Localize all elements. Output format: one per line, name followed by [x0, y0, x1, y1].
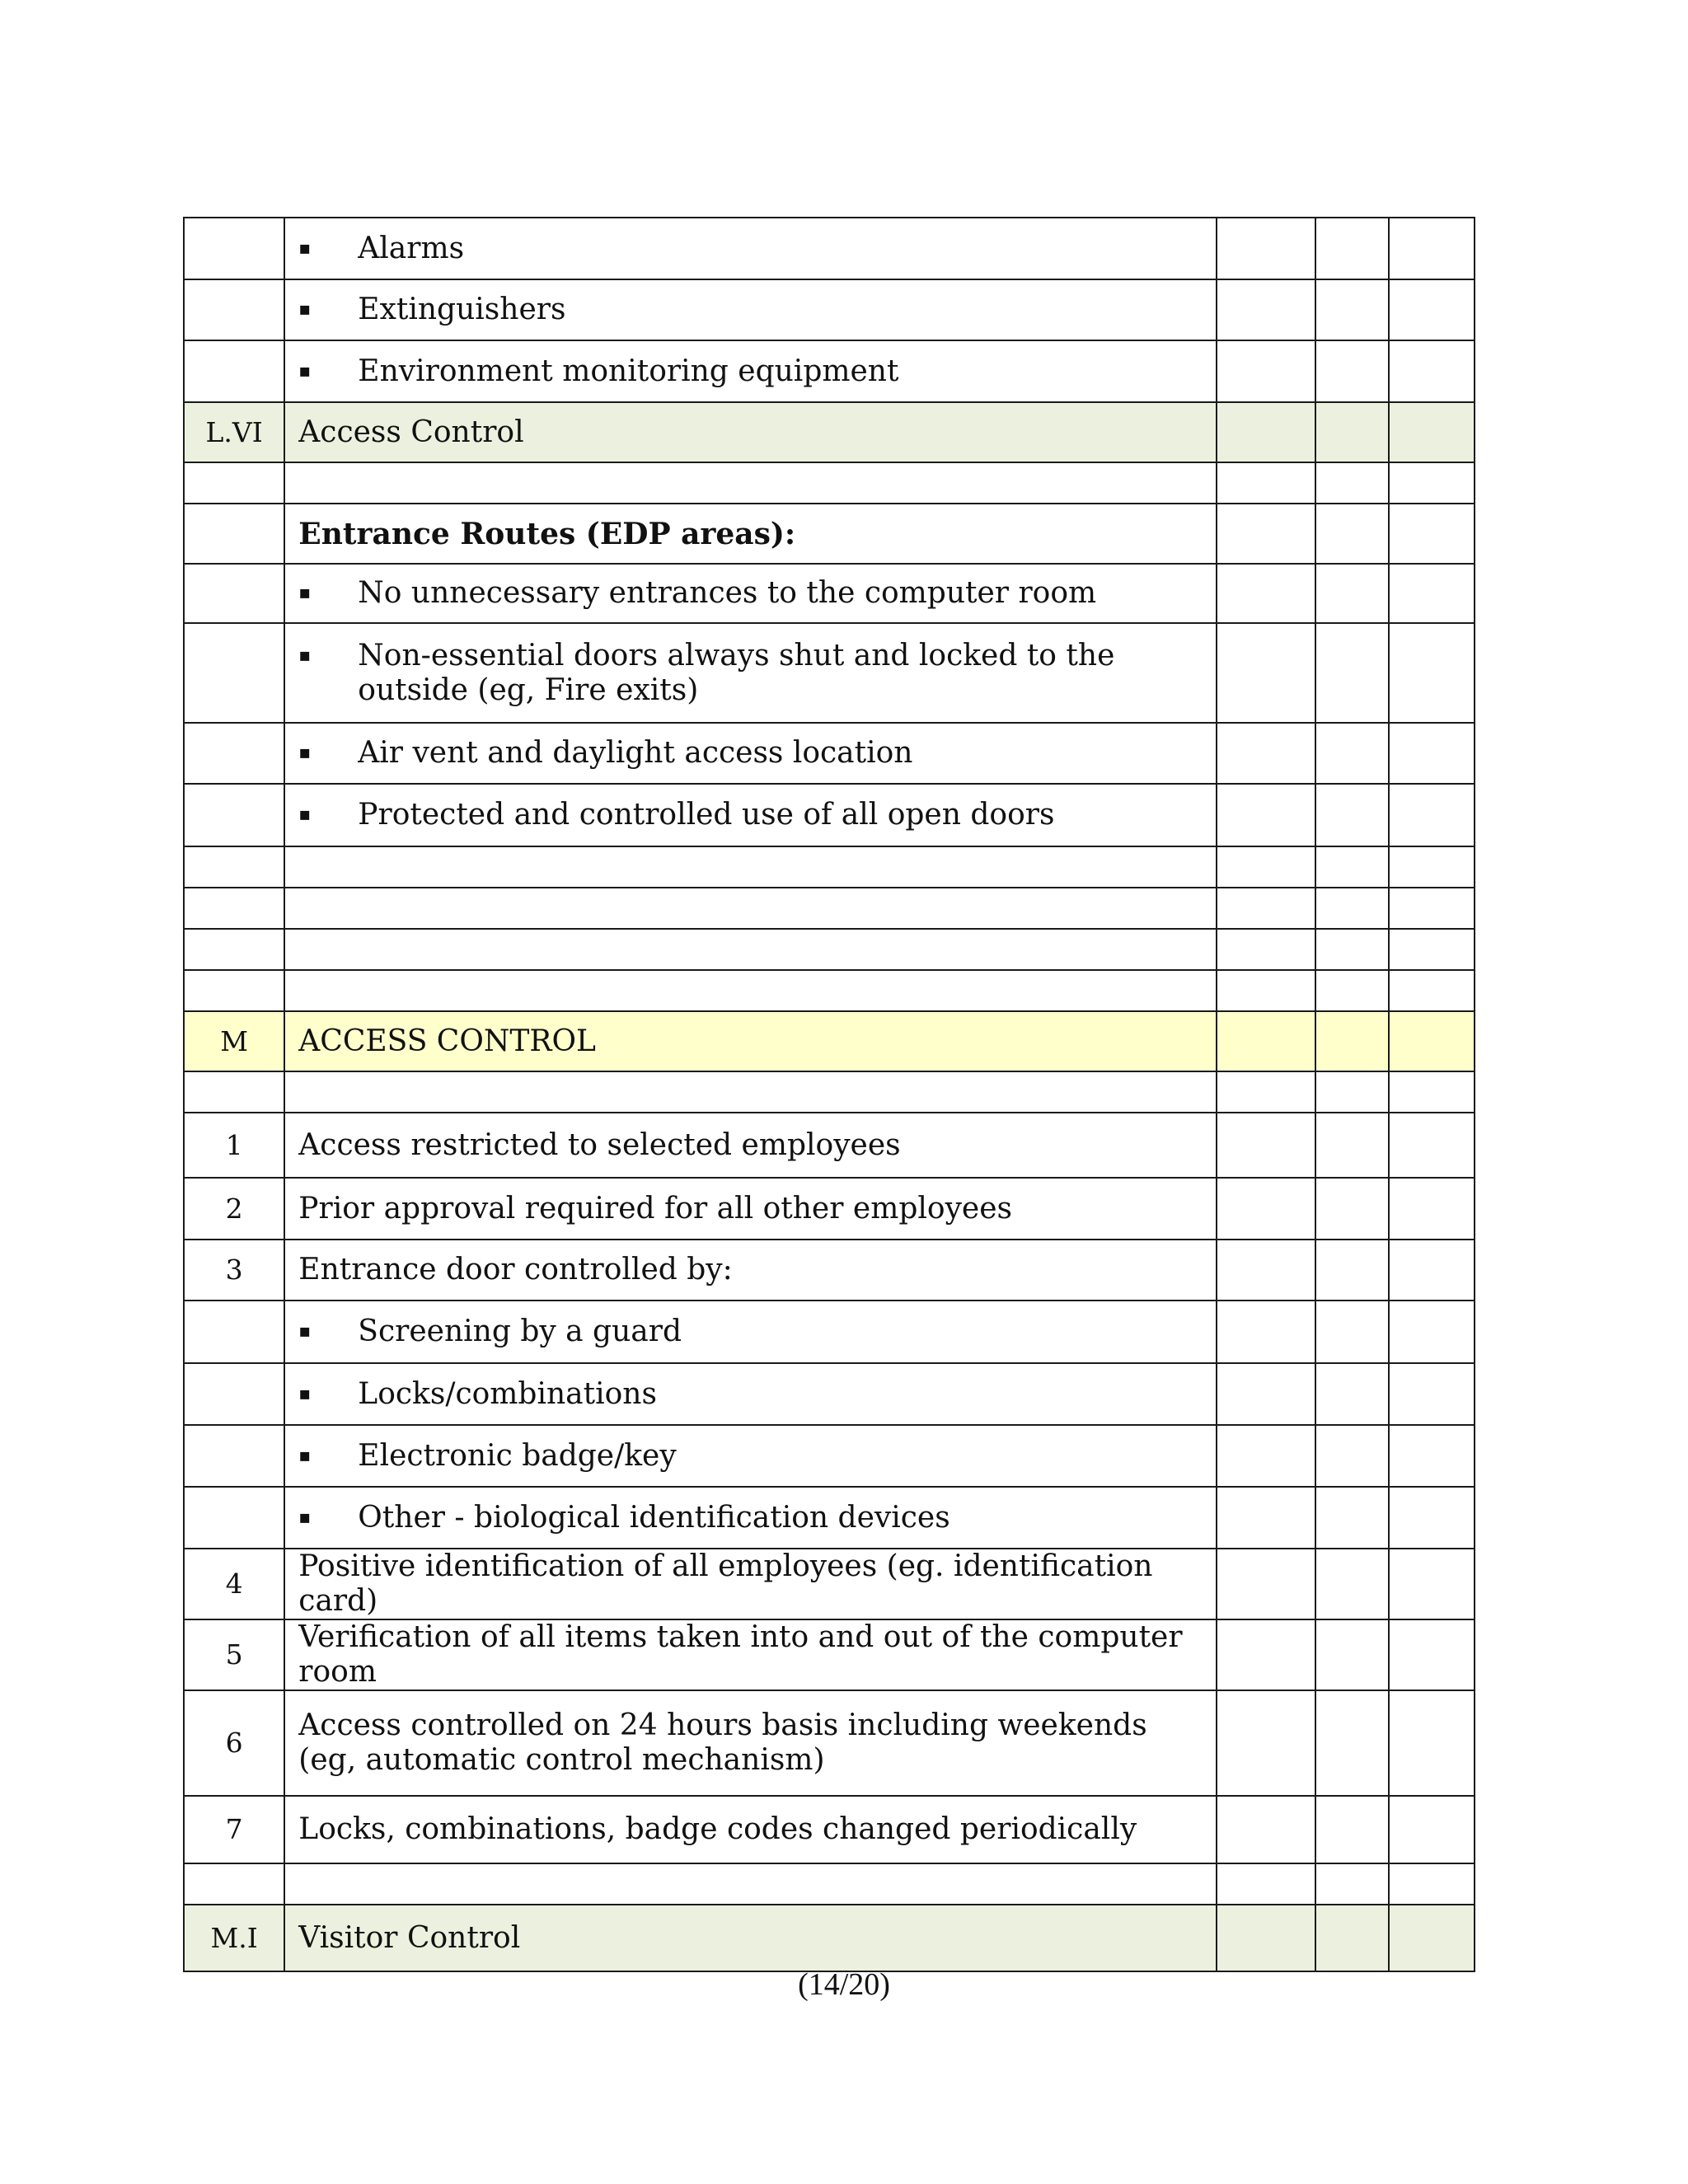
row-text-cell	[284, 1425, 1217, 1487]
check-cell[interactable]	[1315, 1549, 1388, 1619]
bullet-icon: ▪	[298, 360, 312, 382]
row-code	[184, 218, 284, 279]
row-code	[184, 1487, 284, 1549]
check-cell[interactable]	[1315, 1619, 1388, 1690]
bullet-item-text: No unnecessary entrances to the computer room	[358, 576, 1097, 610]
empty-row	[184, 970, 1475, 1011]
table-row	[184, 564, 1475, 623]
check-cell	[1217, 1011, 1315, 1071]
row-text-cell	[284, 1549, 1217, 1619]
row-number: 7	[184, 1796, 284, 1863]
check-cell	[1315, 1905, 1388, 1971]
row-code	[184, 1301, 284, 1363]
check-cell[interactable]	[1217, 279, 1315, 340]
table-row	[184, 279, 1475, 340]
check-cell[interactable]	[1389, 623, 1475, 723]
check-cell[interactable]	[1217, 784, 1315, 846]
check-cell[interactable]	[1389, 1796, 1475, 1863]
check-cell	[1389, 1905, 1475, 1971]
section-code: M.I	[184, 1905, 284, 1971]
table-row	[184, 1425, 1475, 1487]
row-text-cell	[284, 784, 1217, 846]
empty-row	[184, 846, 1475, 888]
check-cell[interactable]	[1389, 723, 1475, 784]
check-cell[interactable]	[1217, 218, 1315, 279]
check-cell[interactable]	[1315, 1301, 1388, 1363]
check-cell[interactable]	[1389, 1113, 1475, 1178]
check-cell[interactable]	[1315, 1113, 1388, 1178]
bullet-icon: ▪	[298, 1383, 312, 1404]
section-row	[184, 1905, 1475, 1971]
row-text-cell	[284, 723, 1217, 784]
check-cell[interactable]	[1389, 218, 1475, 279]
check-cell[interactable]	[1315, 218, 1388, 279]
item-text: Positive identification of all employees (eg. identification card)	[298, 1549, 1153, 1618]
row-text-cell	[284, 1301, 1217, 1363]
row-code	[184, 279, 284, 340]
bullet-icon: ▪	[298, 743, 312, 763]
row-number: 3	[184, 1240, 284, 1301]
bullet-item-text: Extinguishers	[358, 293, 566, 326]
row-code	[184, 1425, 284, 1487]
row-text-cell	[284, 218, 1217, 279]
table-row	[184, 1619, 1475, 1690]
bullet-item-text: Other - biological identification devices	[358, 1500, 950, 1535]
check-cell[interactable]	[1389, 1178, 1475, 1240]
check-cell[interactable]	[1389, 504, 1475, 564]
item-text: Access restricted to selected employees	[298, 1127, 901, 1162]
bullet-item-text: Electronic badge/key	[358, 1438, 677, 1473]
table-row	[184, 1113, 1475, 1178]
empty-row	[184, 462, 1475, 504]
check-cell[interactable]	[1217, 1796, 1315, 1863]
check-cell[interactable]	[1217, 723, 1315, 784]
check-cell[interactable]	[1315, 279, 1388, 340]
check-cell[interactable]	[1217, 1113, 1315, 1178]
row-code	[184, 504, 284, 564]
row-text-cell	[284, 340, 1217, 402]
row-text-cell	[284, 1363, 1217, 1425]
empty-row	[184, 888, 1475, 929]
check-cell[interactable]	[1389, 1619, 1475, 1690]
table-row	[184, 784, 1475, 846]
check-cell[interactable]	[1217, 1549, 1315, 1619]
bullet-icon: ▪	[298, 1445, 312, 1466]
row-text-cell	[284, 279, 1217, 340]
bullet-icon: ▪	[298, 1321, 312, 1342]
check-cell[interactable]	[1217, 1240, 1315, 1301]
bullet-item-text: Screening by a guard	[358, 1315, 682, 1348]
row-code	[184, 623, 284, 723]
bullet-item-text: Non-essential doors always shut and locked to the outside (eg, Fire exits)	[358, 638, 1115, 707]
empty-row	[184, 1071, 1475, 1113]
section-title	[284, 1905, 1217, 1971]
table-row	[184, 1796, 1475, 1863]
row-code	[184, 784, 284, 846]
section-title-text: Access Control	[298, 415, 524, 449]
row-text-cell	[284, 1796, 1217, 1863]
row-text-cell	[284, 1113, 1217, 1178]
check-cell[interactable]	[1315, 784, 1388, 846]
table-row	[184, 623, 1475, 723]
bullet-icon: ▪	[298, 644, 312, 666]
item-text: Locks, combinations, badge codes changed periodically	[298, 1812, 1137, 1846]
check-cell	[1217, 1905, 1315, 1971]
check-cell[interactable]	[1315, 1796, 1388, 1863]
page-number: (14/20)	[798, 1967, 890, 2002]
section-code: M	[184, 1011, 284, 1071]
check-cell[interactable]	[1217, 1619, 1315, 1690]
check-cell[interactable]	[1217, 504, 1315, 564]
table-row	[184, 1363, 1475, 1425]
table-row	[184, 723, 1475, 784]
empty-row	[184, 1863, 1475, 1905]
check-cell[interactable]	[1315, 1487, 1388, 1549]
table-row	[184, 1178, 1475, 1240]
check-cell[interactable]	[1217, 1301, 1315, 1363]
bullet-icon: ▪	[298, 237, 312, 259]
bullet-item-text: Alarms	[358, 231, 465, 265]
section-row	[184, 402, 1475, 462]
audit-checklist-table	[183, 217, 1475, 1972]
subheading	[284, 504, 1217, 564]
check-cell[interactable]	[1217, 340, 1315, 402]
bullet-item-text: Protected and controlled use of all open doors	[358, 798, 1055, 832]
row-number: 2	[184, 1178, 284, 1240]
check-cell[interactable]	[1389, 1425, 1475, 1487]
table-row	[184, 1240, 1475, 1301]
table-row	[184, 340, 1475, 402]
table-row	[184, 1487, 1475, 1549]
check-cell[interactable]	[1217, 623, 1315, 723]
check-cell[interactable]	[1315, 564, 1388, 623]
check-cell	[1389, 402, 1475, 462]
bullet-icon: ▪	[298, 804, 312, 825]
item-text: Verification of all items taken into and out of the computer room	[298, 1620, 1183, 1689]
check-cell[interactable]	[1389, 784, 1475, 846]
check-cell[interactable]	[1217, 1178, 1315, 1240]
row-text-cell	[284, 1619, 1217, 1690]
row-code	[184, 1363, 284, 1425]
check-cell	[1389, 1011, 1475, 1071]
row-number: 4	[184, 1549, 284, 1619]
row-text-cell	[284, 1178, 1217, 1240]
check-cell[interactable]	[1389, 1690, 1475, 1796]
item-text: Entrance door controlled by:	[298, 1253, 733, 1286]
check-cell[interactable]	[1315, 1690, 1388, 1796]
check-cell[interactable]	[1217, 1690, 1315, 1796]
check-cell[interactable]	[1315, 723, 1388, 784]
bullet-item-text: Environment monitoring equipment	[358, 354, 899, 388]
bullet-icon: ▪	[298, 583, 312, 603]
row-number: 6	[184, 1690, 284, 1796]
row-text-cell	[284, 1240, 1217, 1301]
check-cell[interactable]	[1389, 279, 1475, 340]
check-cell[interactable]	[1389, 1487, 1475, 1549]
row-number: 1	[184, 1113, 284, 1178]
check-cell[interactable]	[1389, 340, 1475, 402]
bullet-icon: ▪	[298, 1507, 312, 1528]
check-cell	[1315, 1011, 1388, 1071]
check-cell[interactable]	[1217, 1487, 1315, 1549]
check-cell[interactable]	[1217, 1425, 1315, 1487]
row-number: 5	[184, 1619, 284, 1690]
row-text-cell	[284, 1487, 1217, 1549]
row-code	[184, 723, 284, 784]
check-cell[interactable]	[1217, 1363, 1315, 1425]
table-row	[184, 1690, 1475, 1796]
subheading-text: Entrance Routes (EDP areas):	[298, 516, 796, 551]
check-cell	[1315, 402, 1388, 462]
empty-row	[184, 929, 1475, 970]
section-title-text: ACCESS CONTROL	[298, 1024, 596, 1058]
table-row	[184, 1549, 1475, 1619]
check-cell	[1217, 402, 1315, 462]
row-text-cell	[284, 623, 1217, 723]
table-row	[184, 1301, 1475, 1363]
section-title	[284, 402, 1217, 462]
bullet-item-text: Air vent and daylight access location	[358, 736, 913, 770]
check-cell[interactable]	[1315, 1363, 1388, 1425]
check-cell[interactable]	[1315, 623, 1388, 723]
check-cell[interactable]	[1315, 340, 1388, 402]
check-cell[interactable]	[1389, 1363, 1475, 1425]
bullet-item-text: Locks/combinations	[358, 1376, 657, 1411]
item-text: Prior approval required for all other employees	[298, 1191, 1012, 1226]
check-cell[interactable]	[1389, 1549, 1475, 1619]
subheading-row	[184, 504, 1475, 564]
row-code	[184, 340, 284, 402]
section-title	[284, 1011, 1217, 1071]
row-text-cell	[284, 1690, 1217, 1796]
section-code: L.VI	[184, 402, 284, 462]
item-text: Access controlled on 24 hours basis including weekends (eg, automatic control mechanism)	[298, 1708, 1147, 1777]
check-cell[interactable]	[1315, 1425, 1388, 1487]
check-cell[interactable]	[1389, 1301, 1475, 1363]
row-code	[184, 564, 284, 623]
check-cell[interactable]	[1389, 564, 1475, 623]
check-cell[interactable]	[1315, 1240, 1388, 1301]
check-cell[interactable]	[1315, 1178, 1388, 1240]
check-cell[interactable]	[1389, 1240, 1475, 1301]
bullet-icon: ▪	[298, 299, 312, 320]
check-cell[interactable]	[1217, 564, 1315, 623]
table-row	[184, 218, 1475, 279]
row-text-cell	[284, 564, 1217, 623]
check-cell[interactable]	[1315, 504, 1388, 564]
section-title-text: Visitor Control	[298, 1920, 521, 1955]
major-section-row	[184, 1011, 1475, 1071]
